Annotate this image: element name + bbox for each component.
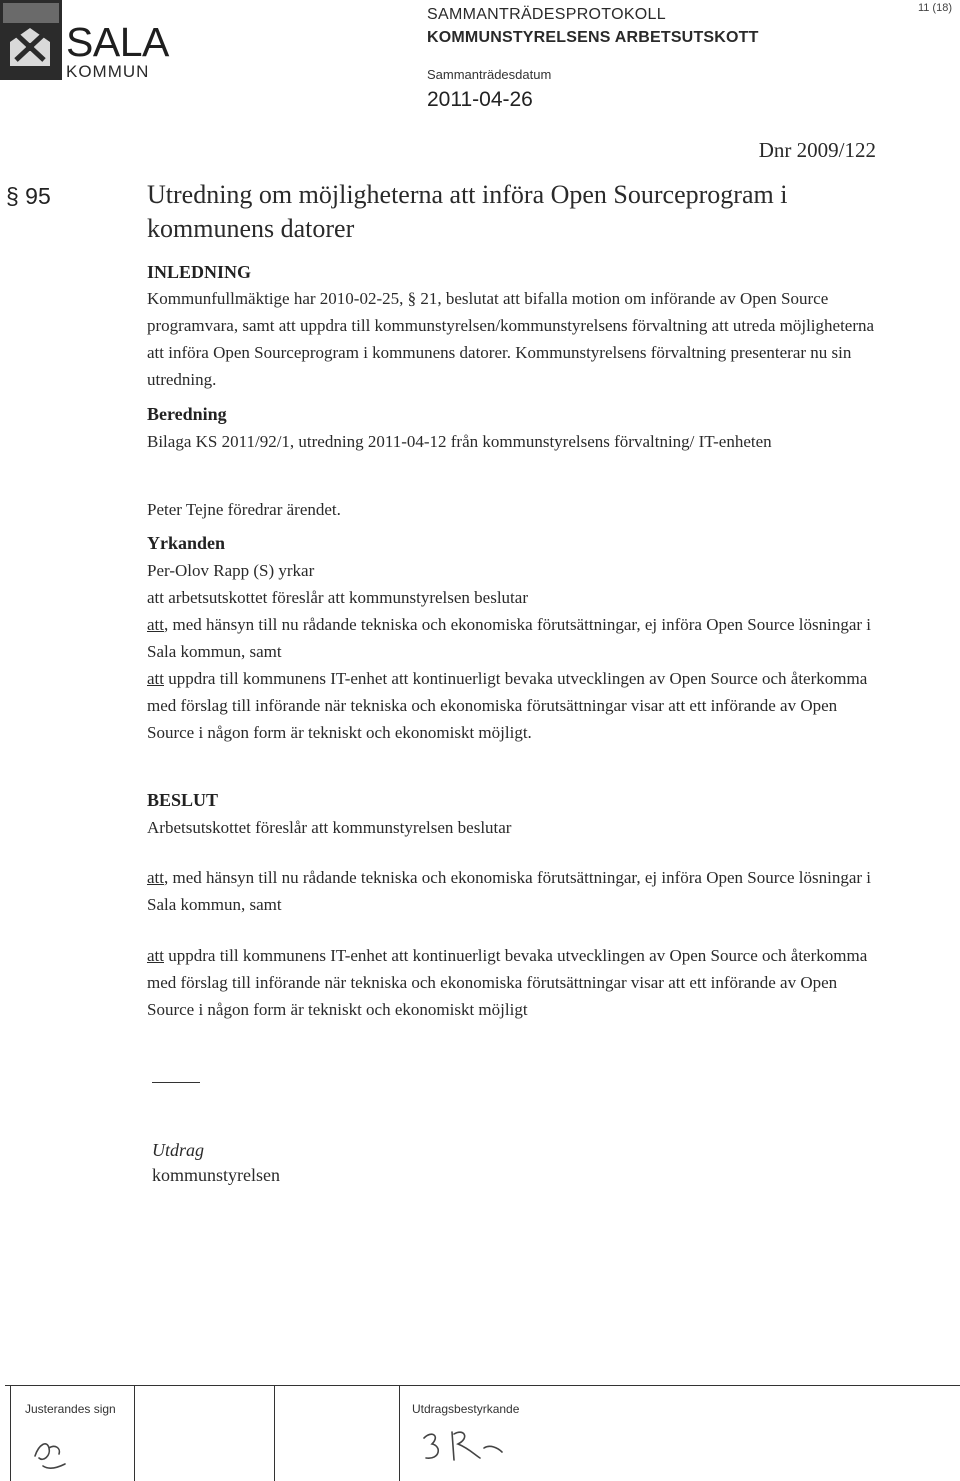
att-keyword: att (147, 868, 164, 887)
meeting-date-label: Sammanträdesdatum (427, 67, 552, 82)
yrkanden-proposer: Per-Olov Rapp (S) yrkar (147, 561, 315, 580)
committee-name: KOMMUNSTYRELSENS ARBETSUTSKOTT (427, 29, 759, 46)
extract-recipient: kommunstyrelsen (152, 1165, 280, 1185)
municipal-crest-icon (0, 0, 62, 80)
adjusters-signature-box-3 (274, 1386, 400, 1481)
adjuster-signature-scribble (25, 1426, 105, 1476)
adjusters-signature-box (10, 1386, 135, 1481)
att-keyword: att (147, 946, 164, 965)
att-keyword: att (147, 669, 164, 688)
yrkanden-point-2-text: uppdra till kommunens IT-enhet att kontinuerligt bevaka utvecklingen av Open Source och återkomma med förslag till införande när tekniska och ekonomiska förutsättningar visar att ett införande av Open Source i någon form är tekniskt och ekonomiskt möjligt. (147, 669, 868, 742)
section-heading-beslut: BESLUT (147, 790, 219, 810)
yrkanden-intro: att arbetsutskottet föreslår att kommunstyrelsen beslutar (147, 588, 528, 607)
logo-name: SALA (66, 19, 169, 65)
yrkanden-block (147, 557, 877, 746)
yrkanden-point-1-text: , med hänsyn till nu rådande tekniska och ekonomiska förutsättningar, ej införa Open Source lösningar i Sala kommun, samt (147, 615, 872, 661)
beslut-point-1-text: , med hänsyn till nu rådande tekniska och ekonomiska förutsättningar, ej införa Open Source lösningar i Sala kommun, samt (147, 868, 872, 914)
beslut-point-2-text: uppdra till kommunens IT-enhet att kontinuerligt bevaka utvecklingen av Open Source och återkomma med förslag till införande när tekniska och ekonomiska förutsättningar visar att ett införande av Open Source i någon form är tekniskt och ekonomiskt möjligt (147, 946, 868, 1019)
divider (152, 1082, 200, 1083)
adjusters-signature-label: Justerandes sign (25, 1402, 116, 1416)
case-number: Dnr 2009/122 (758, 138, 876, 162)
adjusters-signature-box-2 (134, 1386, 275, 1481)
certifier-initials-scribble (418, 1422, 508, 1472)
certified-signature-box (399, 1386, 560, 1481)
certified-signature-label: Utdragsbestyrkande (412, 1402, 520, 1416)
beslut-point-1 (147, 864, 877, 918)
beredning-text: Bilaga KS 2011/92/1, utredning 2011-04-12 från kommunstyrelsens förvaltning/ IT-enheten (147, 432, 772, 451)
extract-label: Utdrag (152, 1140, 205, 1160)
yrkanden-point-1 (147, 611, 877, 665)
paragraph-number: § 95 (6, 183, 51, 209)
yrkanden-point-2 (147, 665, 877, 746)
beslut-intro: Arbetsutskottet föreslår att kommunstyrelsen beslutar (147, 818, 512, 837)
section-heading-yrkanden: Yrkanden (147, 533, 226, 553)
att-keyword: att (147, 615, 164, 634)
meeting-date: 2011-04-26 (427, 88, 533, 111)
inledning-text: Kommunfullmäktige har 2010-02-25, § 21, beslutat att bifalla motion om införande av Open Source programvara, samt att uppdra till kommunstyrelsen/kommunstyrelsens förvaltning att utreda möjligheterna att införa Open Sourceprogram i kommunens datorer. Kommunstyrelsens förvaltning presenterar nu sin utredning. (147, 289, 875, 389)
beredning-presenter: Peter Tejne föredrar ärendet. (147, 500, 341, 519)
beslut-point-2 (147, 942, 877, 1023)
section-heading-inledning: INLEDNING (147, 262, 252, 282)
section-heading-beredning: Beredning (147, 404, 227, 424)
document-type: SAMMANTRÄDESPROTOKOLL (427, 6, 666, 23)
case-title: Utredning om möjligheterna att införa Open Sourceprogram i kommunens datorer (147, 180, 788, 243)
page-number: 11 (18) (917, 2, 952, 14)
logo-subtitle: KOMMUN (66, 62, 150, 81)
